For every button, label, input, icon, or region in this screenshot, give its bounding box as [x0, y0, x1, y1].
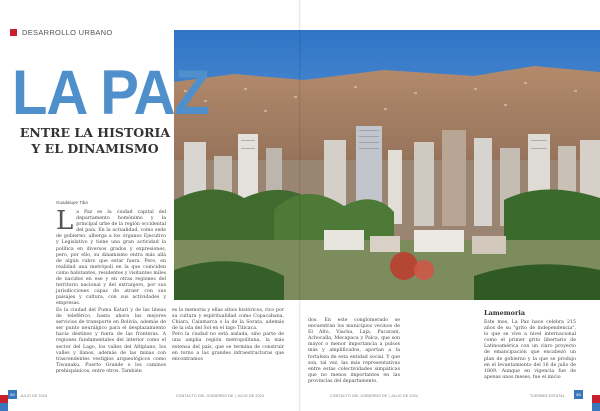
column-1-body: Es la ciudad del Puma Katari y de las líneas de teleférico, hasta ahora las mejores servicios de transporte en Bolivia, además de ser punto neurálgico para el desplazamiento hacia destinos y fuera de las fronteras. A regiones fundamentales del interior como el sector del Lago, los valles del Altiplano, los valles y llanos, además de las minas con trascendentes vestigios arqueológicos como Tiwanaku, Puerto Grande o los caminos prehispánicos, entre otros. También — [56, 308, 166, 374]
dropcap: L — [56, 206, 74, 236]
section-marker-icon — [10, 29, 17, 36]
corner-accent-right — [592, 395, 600, 411]
city-photo — [174, 30, 600, 300]
section-label — [10, 28, 113, 37]
lead-paragraph: a Paz es la ciudad capital del departamento homónimo y la principal urbe de la región occidental del país. En la actualidad, como sede de gobierno, alberga a los órganos Ejecutivo y Legislativo y tiene una gran actividad la política en diversos grados y expresiones, pero, por ello, su dinamismo entra más allá de algún rubro que estar fuera. Pero, en realidad una metrópoli en la que coinciden como habitantes, residentes y visitantes miles de nacidos en ese y en otras regiones del territorio nacional y del extranjero, por sus jurisdicciones capaz de atraer con sus paisajes y cultura, con sus actividades y empresas. — [56, 210, 166, 307]
column-2-body: es la memoria y ellas sitios históricos, rico por su cultura y espiritualidad como Copacabana, Chiara, Calamarca o la de la Sorata, además de la isla del Sol en el lago Titicaca. Pero la ciudad no está aislada, sino parte de una amplia región metropolitana, la más extensa del país, que se termina de construir en torno a las grandes infraestructuras que encontramos — [172, 308, 284, 362]
subheading: Lamemoria — [484, 309, 526, 317]
footer-right-center: CONTACTO DEL GOBIERNO DE | JULIO DE 2024 — [330, 394, 419, 398]
column-1-lead — [56, 206, 166, 308]
footer-right-label: TURISMO ESTATAL — [530, 394, 565, 398]
footer-left-date: JULIO DE 2024 — [20, 394, 48, 398]
column-4-body: Este mes, La Paz hace celebra 215 años de su "grito de independencia", lo que se vive a nivel internacional como el primer grito libertario de Latinoamérica con un claro proyecto de emancipación que encabezó un plan de gobierno y la que se produjo en el levantamiento del 16 de julio de 1809. Aunque en vigencia fue de apenas unos meses, fue el inicio — [484, 320, 576, 380]
article-subtitle — [16, 125, 174, 157]
article-title: LA PAZ — [12, 57, 209, 128]
footer-left-center: CONTACTO DEL GOBIERNO DE | JULIO DE 2024 — [176, 394, 265, 398]
subtitle-line-1: ENTRE LA HISTORIA — [19, 125, 171, 140]
page-gutter — [299, 0, 301, 411]
section-label-text: DESARROLLO URBANO — [22, 28, 113, 37]
page-number-left: 84 — [8, 390, 17, 399]
byline: Guadalupe Tiba — [56, 200, 88, 205]
page-number-right: 85 — [574, 390, 583, 399]
subtitle-line-2: Y EL DINAMISMO — [31, 141, 159, 156]
corner-accent-left — [0, 395, 8, 411]
column-3-body: dos. En este conglomerado se encuentran los municipios vecinos de El Alto, Viacha, Laja, Pucarani, Achocalla, Mecapaca y Palca, que son mayor o menor importancia a pulsos más y amplificados, aportan a la fortaleza de esta entidad social. Y que son, tal vez, las más representativas entre estas colectividades simpáticas que no menos importantes en las provincias del departamento. — [308, 318, 400, 384]
